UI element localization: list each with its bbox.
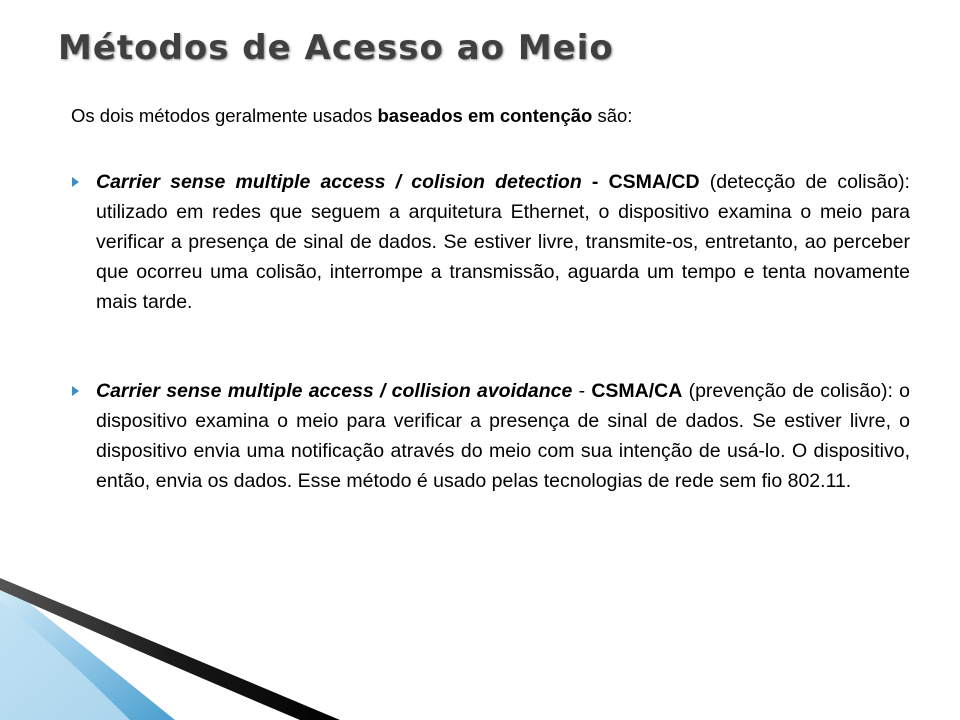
intro-prefix: Os dois métodos geralmente usados [71, 105, 378, 126]
bullet-separator: - [572, 380, 592, 402]
bullet-name: Carrier sense multiple access / colision detection [96, 171, 582, 193]
intro-suffix: são: [592, 105, 633, 126]
bullet-text: (prevenção de colisão): o dispositivo examina o meio para verificar a presença de sinal de dados. Se estiver livre, o dispositivo envia uma notificação através do meio com sua intenção de usá-lo. O dispositivo, então, envia os dados. Esse método é usado pelas tecnologias de rede sem fio 802.11. [96, 380, 910, 492]
slide-title: Métodos de Acesso ao Meio [58, 28, 614, 68]
intro-bold: baseados em contenção [377, 105, 593, 126]
corner-swoosh-decoration [0, 540, 360, 720]
bullet-separator: - [581, 171, 609, 193]
bullet-name: Carrier sense multiple access / collision avoidance [96, 380, 573, 402]
triangle-right-icon [72, 177, 79, 187]
bullet-acronym: CSMA/CA [591, 380, 683, 402]
triangle-right-icon [72, 386, 79, 396]
bullet-text: (detecção de colisão): utilizado em redes que seguem a arquitetura Ethernet, o dispositivo examina o meio para verificar a presença de sinal de dados. Se estiver livre, transmite-os, entretanto, ao perceber que ocorreu uma colisão, interrompe a transmissão, aguarda um tempo e tenta novamente mais tarde. [96, 171, 910, 313]
bullet-acronym: CSMA/CD [608, 171, 700, 193]
intro-paragraph [71, 104, 911, 128]
bullet-csma-ca [96, 376, 910, 496]
bullet-csma-cd [96, 167, 910, 317]
